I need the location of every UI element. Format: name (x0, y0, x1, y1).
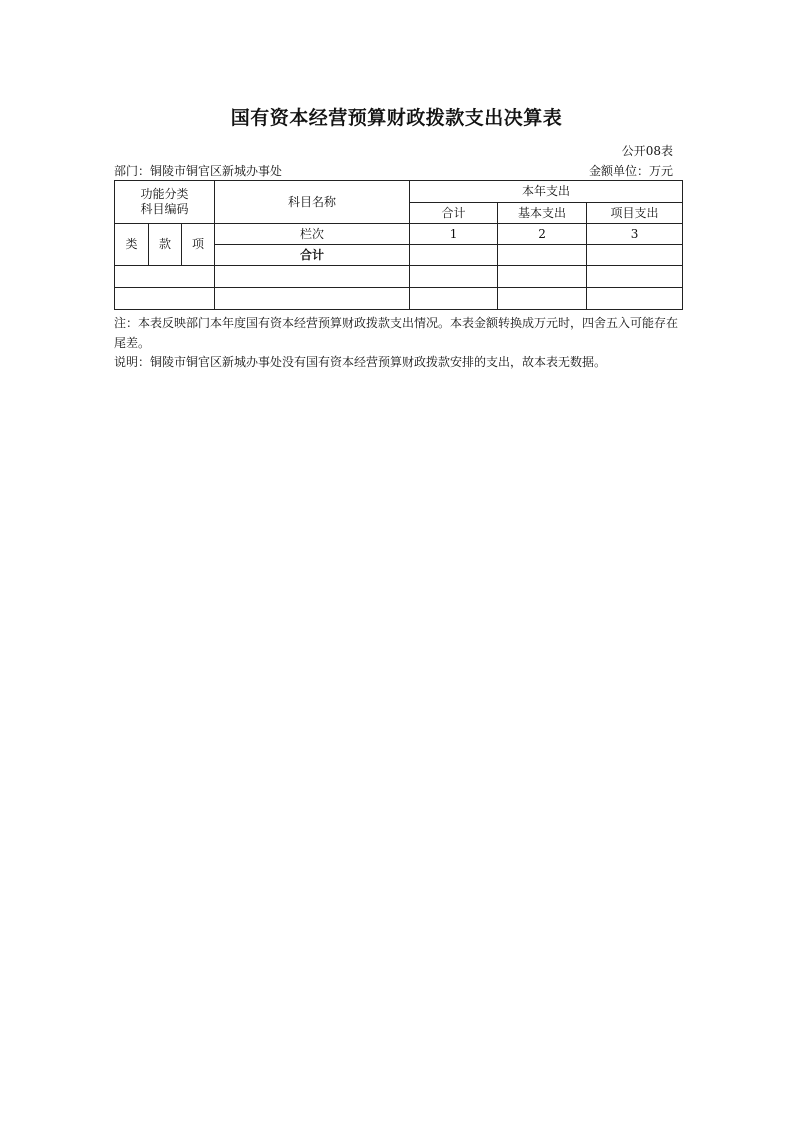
table-cell (498, 288, 587, 310)
column-index-1: 1 (410, 224, 498, 245)
function-class-label: 功能分类 (140, 187, 189, 201)
table-cell (587, 266, 683, 288)
table-cell (498, 266, 587, 288)
table-cell (115, 288, 215, 310)
basic-expense-header: 基本支出 (498, 203, 587, 224)
table-note: 注：本表反映部门本年度国有资本经营预算财政拨款支出情况。本表金额转换成万元时，四舍五入可能存在尾差。 (114, 316, 679, 350)
subject-code-label: 科目编码 (140, 202, 189, 216)
table-cell (115, 266, 215, 288)
header-row-1 (115, 181, 683, 203)
amount-unit-label: 金额单位：万元 (588, 164, 673, 178)
table-cell (215, 288, 410, 310)
table-row (115, 288, 683, 310)
total-row-basic (498, 245, 587, 266)
table-cell (410, 266, 498, 288)
total-row-project (587, 245, 683, 266)
table-row (115, 266, 683, 288)
document-title: 国有资本经营预算财政拨款支出决算表 (230, 107, 563, 129)
item-header: 项 (182, 224, 215, 266)
form-code: 公开08表 (621, 144, 673, 158)
total-header: 合计 (410, 203, 498, 224)
total-row-total (410, 245, 498, 266)
table-cell (587, 288, 683, 310)
category-header: 类 (115, 224, 149, 266)
expense-table (114, 180, 683, 310)
column-index-3: 3 (587, 224, 683, 245)
table-explanation: 说明：铜陵市铜官区新城办事处没有国有资本经营预算财政拨款安排的支出，故本表无数据。 (114, 355, 607, 369)
project-expense-header: 项目支出 (587, 203, 683, 224)
table-cell (410, 288, 498, 310)
subject-name-header: 科目名称 (215, 181, 410, 224)
department-label: 部门：铜陵市铜官区新城办事处 (114, 164, 283, 178)
function-class-header (115, 181, 215, 224)
table-cell (215, 266, 410, 288)
total-row-label: 合计 (215, 245, 410, 266)
column-index-label: 栏次 (215, 224, 410, 245)
section-header: 款 (149, 224, 182, 266)
current-year-expense-header: 本年支出 (410, 181, 683, 203)
column-index-2: 2 (498, 224, 587, 245)
column-index-row (115, 224, 683, 245)
